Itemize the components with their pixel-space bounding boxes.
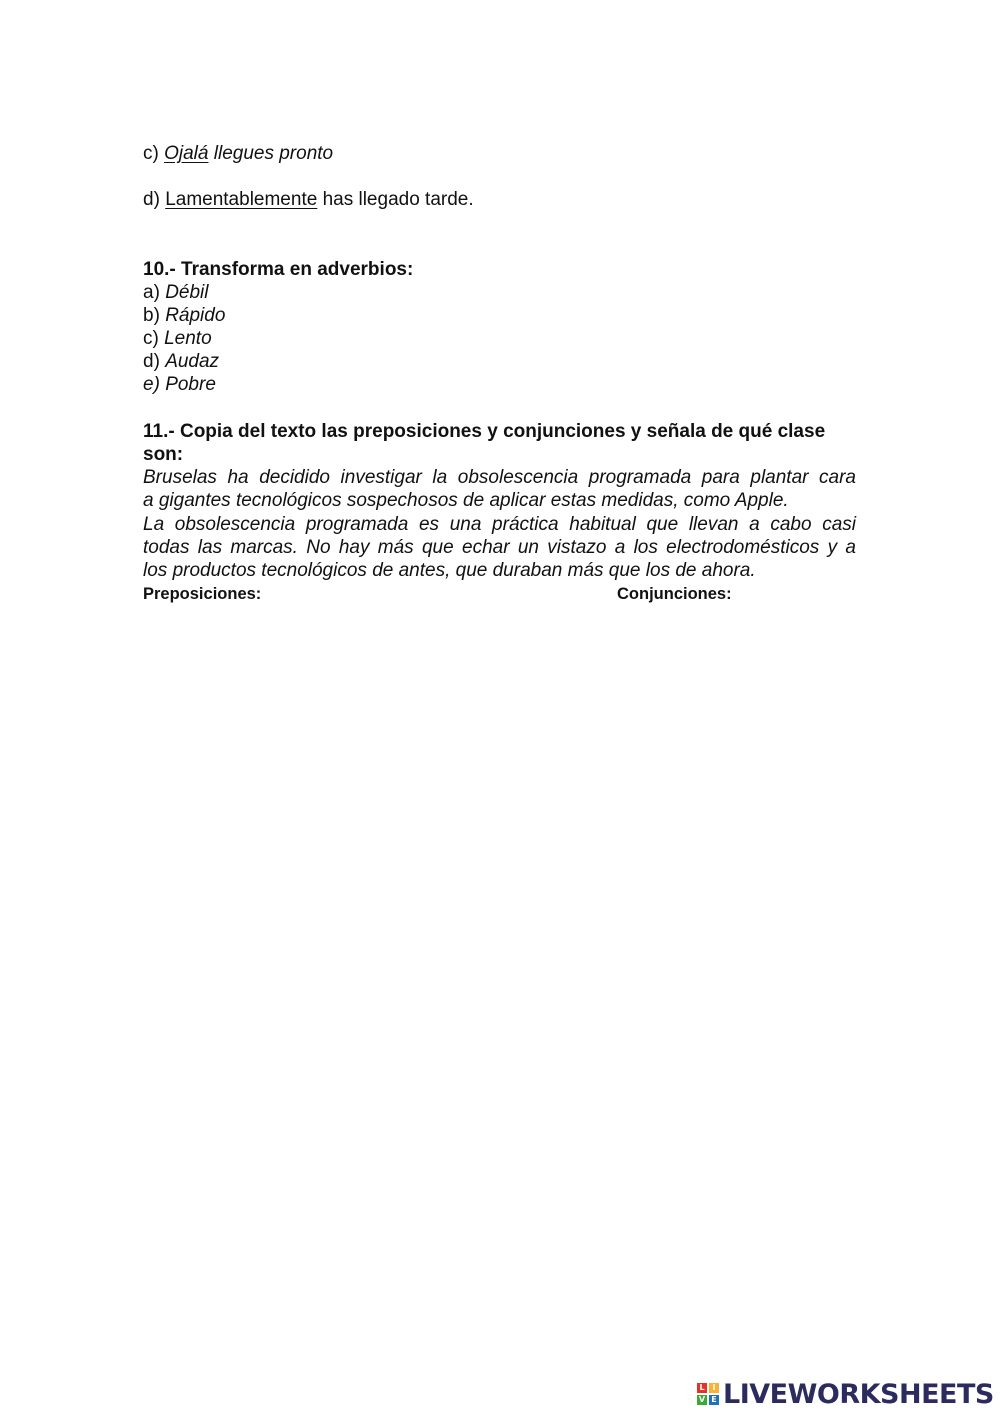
exercise-10-item-b [143,304,225,327]
exercise-10-item-c [143,327,212,350]
logo-mark-icon [697,1383,719,1405]
liveworksheets-logo [697,1378,994,1410]
logo-mark-letter: L [697,1383,707,1393]
item-word: Lento [164,328,212,349]
exercise-11-heading-cont: son: [143,444,184,465]
item-letter: c) [143,328,165,349]
logo-mark-letter: V [698,1395,706,1404]
exercise-11-text [143,466,856,582]
text-line: La obsolescencia programada es una práctica habitual que llevan a cabo casi [143,513,856,535]
conjunctions-label: Conjunciones: [617,585,732,603]
item-d [143,188,474,211]
logo-mark-letter: E [709,1395,719,1405]
item-c-adverb: Ojalá [164,143,209,164]
logo-text: LIVEWORKSHEETS [723,1378,994,1410]
text-line: Bruselas ha decidido investigar la obsolescencia programada para plantar cara [143,467,856,488]
item-d-adverb: Lamentablemente [165,189,318,210]
item-letter: a) [143,282,166,303]
logo-mark-letter: I [709,1383,719,1393]
exercise-10-heading: 10.- Transforma en adverbios: [143,259,414,280]
exercise-11-heading: 11.- Copia del texto las preposiciones y conjunciones y señala de qué clase [143,421,826,442]
item-letter: b) [143,305,166,326]
item-word: Pobre [165,374,216,395]
item-d-letter: d) [143,189,166,210]
item-word: Audaz [165,351,220,372]
text-line: los productos tecnológicos de antes, que duraban más que los de ahora. [143,560,756,582]
item-c-letter: c) [143,143,165,164]
text-line: a gigantes tecnológicos sospechosos de aplicar estas medidas, como Apple. [143,490,789,512]
prepositions-label: Preposiciones: [143,585,262,603]
item-letter: e) [143,374,166,395]
item-word: Débil [165,282,209,303]
exercise-10-item-a [143,281,209,304]
item-d-rest: has llegado tarde. [317,189,474,210]
item-letter: d) [143,351,166,372]
item-word: Rápido [165,305,226,326]
exercise-10-item-d [143,350,219,373]
item-c [143,142,333,165]
item-c-rest: llegues pronto [208,143,334,164]
exercise-10-item-e [143,373,216,396]
text-line: todas las marcas. No hay más que echar un vistazo a los electrodomésticos y a [143,536,856,558]
